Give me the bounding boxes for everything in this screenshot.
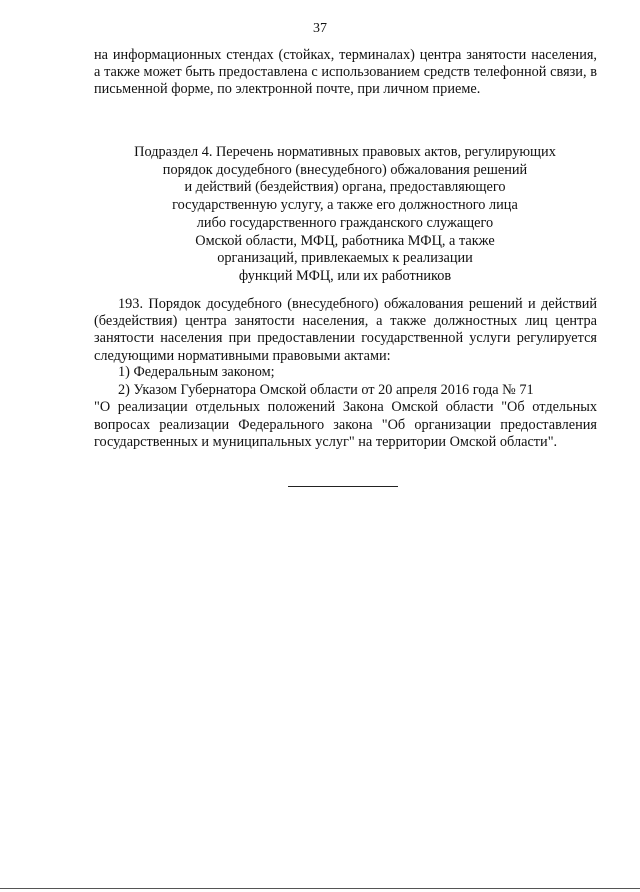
subsection-heading-line: государственную услугу, а также его должностного лица — [172, 197, 518, 214]
intro-paragraph: на информационных стендах (стойках, терминалах) центра занятости населения, а также может быть предоставлена с использованием средств телефонной связи, в письменной форме, по электронной почте, при личном приеме. — [94, 47, 597, 98]
subsection-heading-line: Омской области, МФЦ, работника МФЦ, а также — [195, 232, 495, 249]
legal-acts-list — [94, 364, 597, 452]
paragraph-193 — [94, 296, 597, 365]
list-item-federal-law: 1) Федеральным законом; — [118, 364, 275, 380]
list-item-governor-decree: 2) Указом Губернатора Омской области от 20 апреля 2016 года № 71 — [118, 381, 534, 398]
subsection-heading — [90, 144, 600, 286]
subsection-heading-line: Подраздел 4. Перечень нормативных правовых актов, регулирующих — [134, 144, 556, 160]
subsection-heading-line: функций МФЦ, или их работников — [238, 267, 452, 284]
end-separator-line — [288, 486, 398, 487]
paragraph-193-text: 193. Порядок досудебного (внесудебного) обжалования решений и действий (бездействия) центра занятости населения, а также должностных лиц центра занятости населения при предоставлении государственной услуги регулируется следующими нормативными правовыми актами: — [94, 296, 597, 364]
subsection-heading-line: либо государственного гражданского служащего — [196, 214, 494, 231]
page-bottom-edge — [0, 888, 640, 889]
subsection-heading-line: порядок досудебного (внесудебного) обжалования решений — [162, 161, 528, 178]
subsection-heading-line: организаций, привлекаемых к реализации — [217, 250, 473, 267]
subsection-heading-line: и действий (бездействия) органа, предоставляющего — [184, 179, 506, 196]
page-number: 37 — [313, 21, 327, 36]
list-item-governor-decree-continuation: "О реализации отдельных положений Закона Омской области "Об отдельных вопросах реализации Федерального закона "Об организации предоставления государственных и муниципальных услуг" на территории Омской области". — [94, 399, 597, 451]
